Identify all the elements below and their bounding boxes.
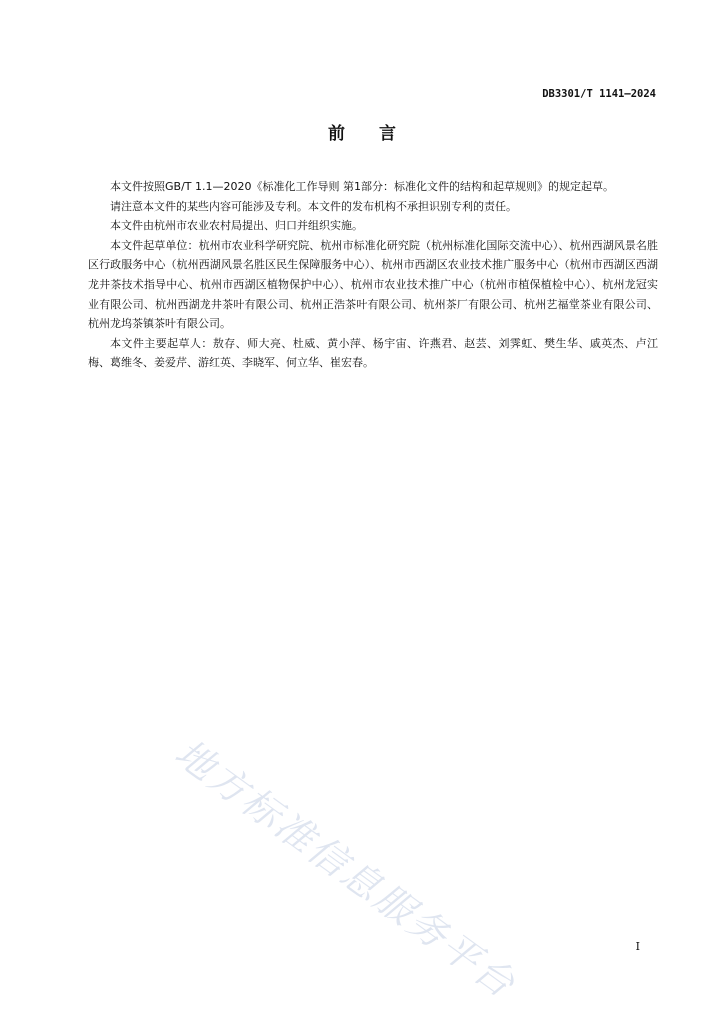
- page-number: I: [635, 940, 640, 953]
- paragraph-drafting-units: 本文件起草单位：杭州市农业科学研究院、杭州市标准化研究院（杭州标准化国际交流中心）、杭州西湖风景名胜区行政服务中心（杭州西湖风景名胜区民生保障服务中心）、杭州市西湖区农业技术推广服务中心（杭州市西湖区西湖龙井茶技术指导中心、杭州市西湖区植物保护中心）、杭州市农业技术推广中心（杭州市植保植检中心）、杭州龙冠实业有限公司、杭州西湖龙井茶叶有限公司、杭州正浩茶叶有限公司、杭州茶厂有限公司、杭州艺福堂茶业有限公司、杭州龙坞茶镇茶叶有限公司。: [88, 238, 658, 331]
- document-body: [88, 177, 658, 373]
- paragraph-proposer: 本文件由杭州市农业农村局提出、归口并组织实施。: [110, 219, 363, 233]
- paragraph-drafting-rules: 本文件按照GB/T 1.1—2020《标准化工作导则 第1部分：标准化文件的结构和起草规则》的规定起草。: [110, 180, 614, 193]
- watermark: 地方标准信息服务平台: [167, 730, 525, 1008]
- paragraph-patent-notice: 请注意本文件的某些内容可能涉及专利。本文件的发布机构不承担识别专利的责任。: [110, 199, 517, 213]
- document-number: DB3301/T 1141—2024: [542, 88, 656, 100]
- page-title: 前言: [328, 124, 430, 144]
- paragraph-drafters: 本文件主要起草人：敖存、师大亮、杜威、黄小萍、杨宇宙、许燕君、赵芸、刘霁虹、樊生华、戚英杰、卢江梅、葛维冬、姜爱芹、游红英、李晓军、何立华、崔宏春。: [88, 336, 658, 370]
